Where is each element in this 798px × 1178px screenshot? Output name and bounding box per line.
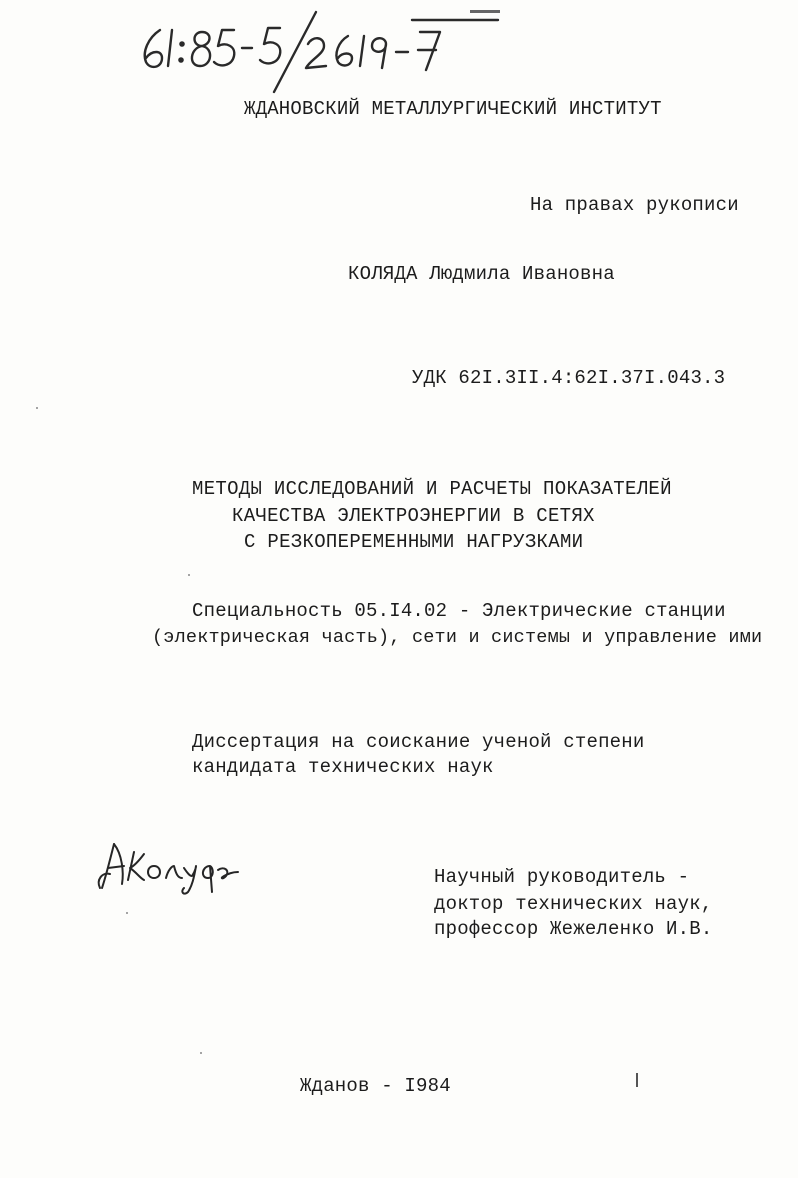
city-and-year: Жданов - I984 <box>300 1075 451 1097</box>
title-line-3: С РЕЗКОПЕРЕМЕННЫМИ НАГРУЗКАМИ <box>244 531 584 553</box>
supervisor-line-1: Научный руководитель - <box>434 866 690 888</box>
dissertation-line-1: Диссертация на соискание ученой степени <box>192 731 645 753</box>
title-line-1: МЕТОДЫ ИССЛЕДОВАНИЙ И РАСЧЕТЫ ПОКАЗАТЕЛЕЙ <box>192 478 672 500</box>
specialty-line-1: Специальность 05.I4.02 - Электрические станции <box>192 600 726 622</box>
scan-mark <box>636 1073 638 1087</box>
title-line-2: КАЧЕСТВА ЭЛЕКТРОЭНЕРГИИ В СЕТЯХ <box>232 505 595 527</box>
supervisor-line-2: доктор технических наук, <box>434 893 713 915</box>
supervisor-line-3: профессор Жежеленко И.В. <box>434 918 713 940</box>
institute-name: ЖДАНОВСКИЙ МЕТАЛЛУРГИЧЕСКИЙ ИНСТИТУТ <box>244 98 662 120</box>
scan-speck <box>36 407 38 409</box>
handwritten-archive-number <box>130 8 510 98</box>
scan-mark <box>470 10 500 13</box>
udc-code: УДК 62I.3II.4:62I.37I.043.3 <box>412 367 726 389</box>
manuscript-rights-note: На правах рукописи <box>530 194 739 216</box>
dissertation-line-2: кандидата технических наук <box>192 756 494 778</box>
author-signature <box>92 830 242 900</box>
scan-speck <box>126 912 128 914</box>
scan-speck <box>188 574 190 576</box>
scan-speck <box>200 1052 202 1054</box>
specialty-line-2: (электрическая часть), сети и системы и управление ими <box>152 627 763 648</box>
author-name: КОЛЯДА Людмила Ивановна <box>348 263 615 285</box>
